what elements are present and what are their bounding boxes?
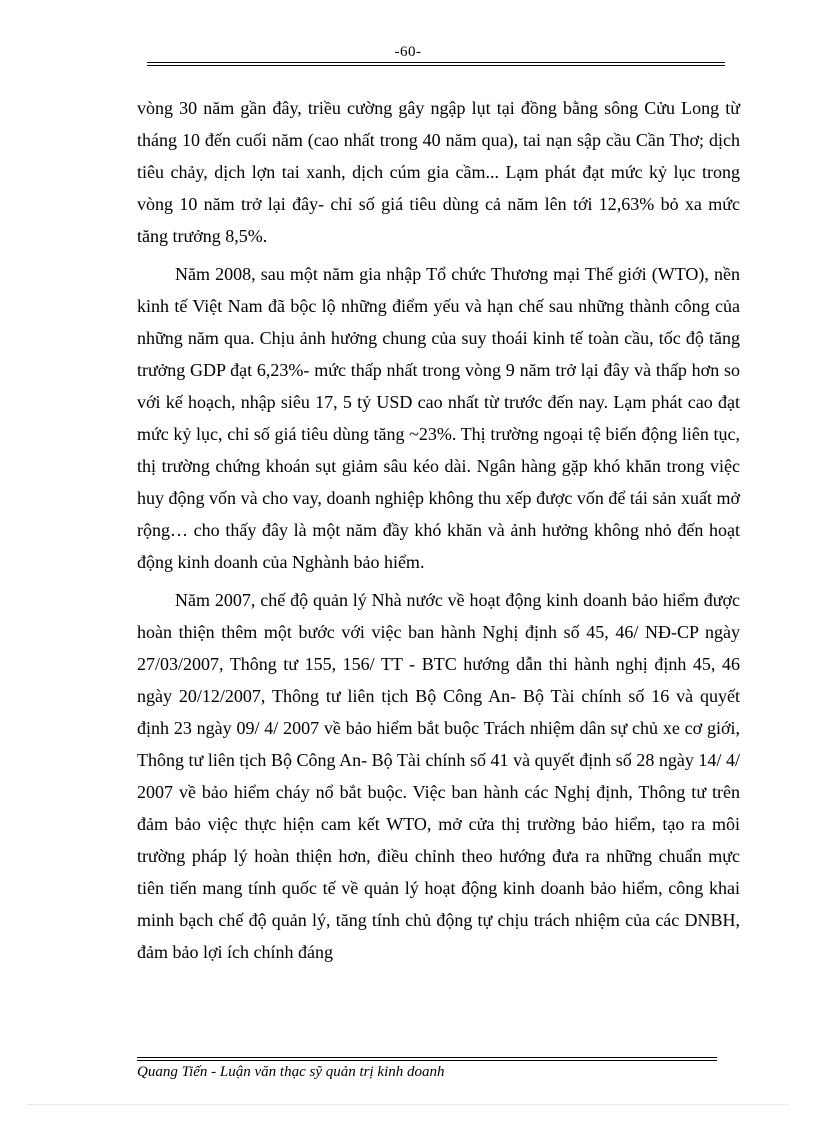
page-body (137, 92, 740, 974)
paragraph-3: Năm 2007, chế độ quản lý Nhà nước về hoạt động kinh doanh bảo hiểm được hoàn thiện thêm một bước với việc ban hành Nghị định số 45, 46/ NĐ-CP ngày 27/03/2007, Thông tư 155, 156/ TT - BTC hướng dẫn thi hành nghị định 45, 46 ngày 20/12/2007, Thông tư liên tịch Bộ Công An- Bộ Tài chính số 16 và quyết định 23 ngày 09/ 4/ 2007 về bảo hiểm bắt buộc Trách nhiệm dân sự chủ xe cơ giới, Thông tư liên tịch Bộ Công An- Bộ Tài chính số 41 và quyết định số 28 ngày 14/ 4/ 2007 về bảo hiểm cháy nổ bắt buộc. Việc ban hành các Nghị định, Thông tư trên đảm bảo việc thực hiện cam kết WTO, mở cửa thị trường bảo hiểm, tạo ra môi trường pháp lý hoàn thiện hơn, điều chỉnh theo hướng đưa ra những chuẩn mực tiên tiến mang tính quốc tế về quản lý hoạt động kinh doanh bảo hiểm, công khai minh bạch chế độ quản lý, tăng tính chủ động tự chịu trách nhiệm của các DNBH, đảm bảo lợi ích chính đáng (137, 590, 740, 962)
paragraph-1: vòng 30 năm gần đây, triều cường gây ngập lụt tại đồng bằng sông Cửu Long từ tháng 10 đến cuối năm (cao nhất trong 40 năm qua), tai nạn sập cầu Cần Thơ; dịch tiêu chảy, dịch lợn tai xanh, dịch cúm gia cầm... Lạm phát đạt mức kỷ lục trong vòng 10 năm trở lại đây- chỉ số giá tiêu dùng cả năm lên tới 12,63% bỏ xa mức tăng trưởng 8,5%. (137, 98, 740, 246)
page-edge-dots (28, 1104, 788, 1105)
footer-rule-bottom (137, 1060, 717, 1061)
header-rule-top (147, 62, 725, 63)
page-number: -60- (394, 44, 422, 60)
header-rule-bottom (147, 65, 725, 66)
footer-rule-top (137, 1057, 717, 1058)
footer-text: Quang Tiến - Luận văn thạc sỹ quản trị kinh doanh (137, 1064, 445, 1080)
paragraph-2: Năm 2008, sau một năm gia nhập Tổ chức Thương mại Thế giới (WTO), nền kinh tế Việt Nam đã bộc lộ những điểm yếu và hạn chế sau những thành công của những năm qua. Chịu ảnh hưởng chung của suy thoái kinh tế toàn cầu, tốc độ tăng trưởng GDP đạt 6,23%- mức thấp nhất trong vòng 9 năm trở lại đây và thấp hơn so với kế hoạch, nhập siêu 17, 5 tỷ USD cao nhất từ trước đến nay. Lạm phát cao đạt mức kỷ lục, chỉ số giá tiêu dùng tăng ~23%. Thị trường ngoại tệ biến động liên tục, thị trường chứng khoán sụt giảm sâu kéo dài. Ngân hàng gặp khó khăn trong việc huy động vốn và cho vay, doanh nghiệp không thu xếp được vốn để tái sản xuất mở rộng… cho thấy đây là một năm đầy khó khăn và ảnh hưởng không nhỏ đến hoạt động kinh doanh của Nghành bảo hiểm. (137, 264, 740, 572)
